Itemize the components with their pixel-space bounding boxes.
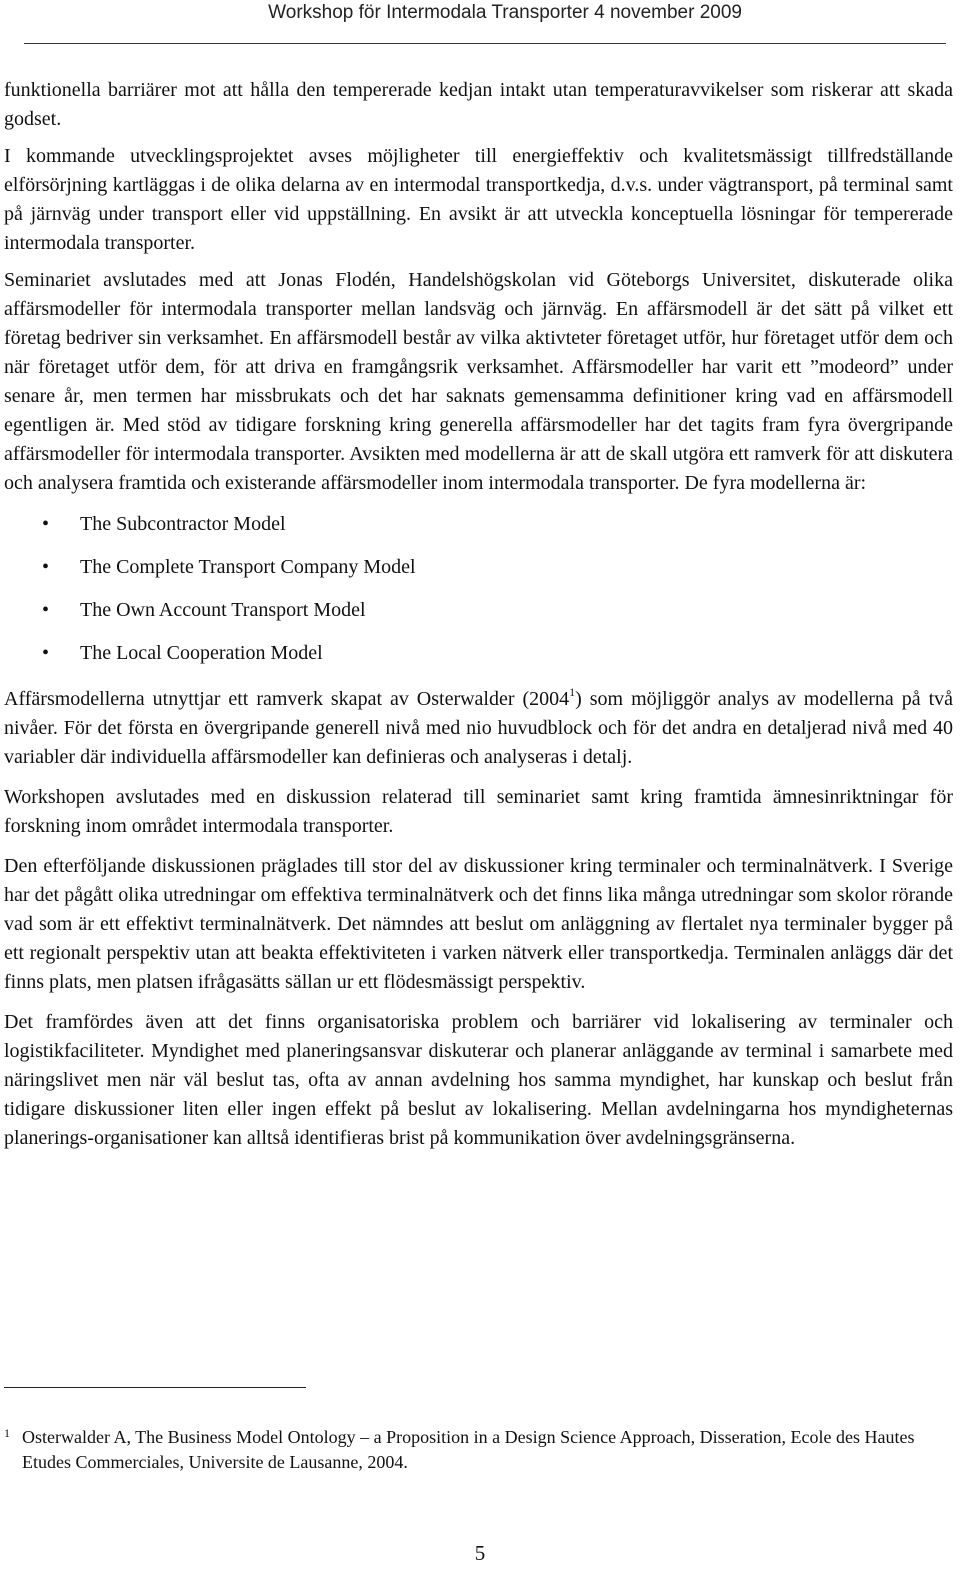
list-item [4,552,953,595]
footnote [4,1425,934,1475]
osterwalder-text-before: Affärsmodellerna utnyttjar ett ramverk skapat av Osterwalder (2004 [4,688,570,710]
bullet-icon: • [42,513,50,535]
footnote-reference[interactable]: 1 [569,685,576,699]
bullet-icon: • [42,642,50,664]
page-number: 5 [474,1541,486,1565]
paragraph-osterwalder [4,685,953,772]
paragraph-1: funktionella barriärer mot att hålla den tempererade kedjan intakt utan temperaturavvikelser som riskerar att skada godset. [4,79,953,130]
model-name: The Local Cooperation Model [80,642,323,664]
footnote-number: 1 [4,1426,10,1440]
footnote-separator [4,1387,306,1388]
list-item [4,595,953,638]
model-name: The Own Account Transport Model [80,599,366,621]
paragraph-organisational-problems: Det framfördes även att det finns organisatoriska problem och barriärer vid lokalisering av terminaler och logistikfaciliteter. Myndighet med planeringsansvar diskuterar och planerar anläggande av terminal i samarbete med näringslivet men när väl beslut tas, ofta av annan avdelning hos samma myndighet, har kunskap och beslut från tidigare diskussioner liten eller ingen effekt på beslut av lokalisering. Mellan avdelningarna hos myndigheternas planerings-organisationer kan alltså identifieras brist på kommunikation över avdelningsgränserna. [4,1011,953,1149]
paragraph-workshop-closing: Workshopen avslutades med en diskussion relaterad till seminariet samt kring framtida ämnesinriktningar för forskning inom området intermodala transporter. [4,786,953,837]
footnote-text: Osterwalder A, The Business Model Ontology – a Proposition in a Design Science Approach, Disseration, Ecole des Hautes Etudes Commerciales, Universite de Lausanne, 2004. [22,1427,915,1472]
bullet-icon: • [42,599,50,621]
document-body [4,76,953,1164]
paragraph-3: Seminariet avslutades med att Jonas Flodén, Handelshögskolan vid Göteborgs Universitet, diskuterade olika affärsmodeller för intermodala transporter mellan landsväg och järnväg. En affärsmodell är det sätt på vilket ett företag bedriver sin verksamhet. En affärsmodell består av vilka aktivteter företaget utför, hur företaget utför dem och när företaget utför dem, för att driva en framgångsrik verksamhet. Affärsmodeller har varit ett ”modeord” under senare år, men termen har missbrukats och det har saknats gemensamma definitioner kring vad en affärsmodell egentligen är. Med stöd av tidigare forskning kring generella affärsmodeller har det tagits fram fyra övergripande affärsmodeller för intermodala transporter. Avsikten med modellerna är att de skall utgöra ett ramverk för att diskutera och analysera framtida och existerande affärsmodeller inom intermodala transporter. De fyra modellerna är: [4,269,953,494]
model-name: The Subcontractor Model [80,513,286,535]
page-header [0,0,960,48]
model-name: The Complete Transport Company Model [80,556,416,578]
header-title: Workshop för Intermodala Transporter 4 november 2009 [268,2,742,23]
paragraph-terminal-discussion: Den efterföljande diskussionen präglades till stor del av diskussioner kring terminaler och terminalnätverk. I Sverige har det pågått olika utredningar om effektiva terminalnätverk och det finns lika många utredningar som skolor rörande vad som är ett effektivt terminalnätverk. Det nämndes att beslut om anläggning av flertalet nya terminaler bygger på ett regionalt perspektiv utan att beakta effektiviteten i varken nätverk eller transportkedja. Terminalen anläggs där det finns plats, men platsen ifrågasätts sällan ur ett flödesmässigt perspektiv. [4,855,953,993]
bullet-icon: • [42,556,50,578]
list-item [4,638,953,681]
business-model-list [4,509,953,681]
paragraph-2: I kommande utvecklingsprojektet avses möjligheter till energieffektiv och kvalitetsmässigt tillfredställande elförsörjning kartläggas i de olika delarna av en intermodal transportkedja, d.v.s. under vägtransport, på terminal samt på järnväg under transport eller vid uppställning. En avsikt är att utveckla konceptuella lösningar för tempererade intermodala transporter. [4,145,953,254]
osterwalder-text-after: ) som möjliggör analys av modellerna på två nivåer. För det första en övergripande generell nivå med nio huvudblock och för det andra en detaljerad nivå med 40 variabler där individuella affärsmodeller kan definieras och analyseras i detalj. [4,688,953,768]
list-item [4,509,953,552]
header-rule [24,43,946,44]
